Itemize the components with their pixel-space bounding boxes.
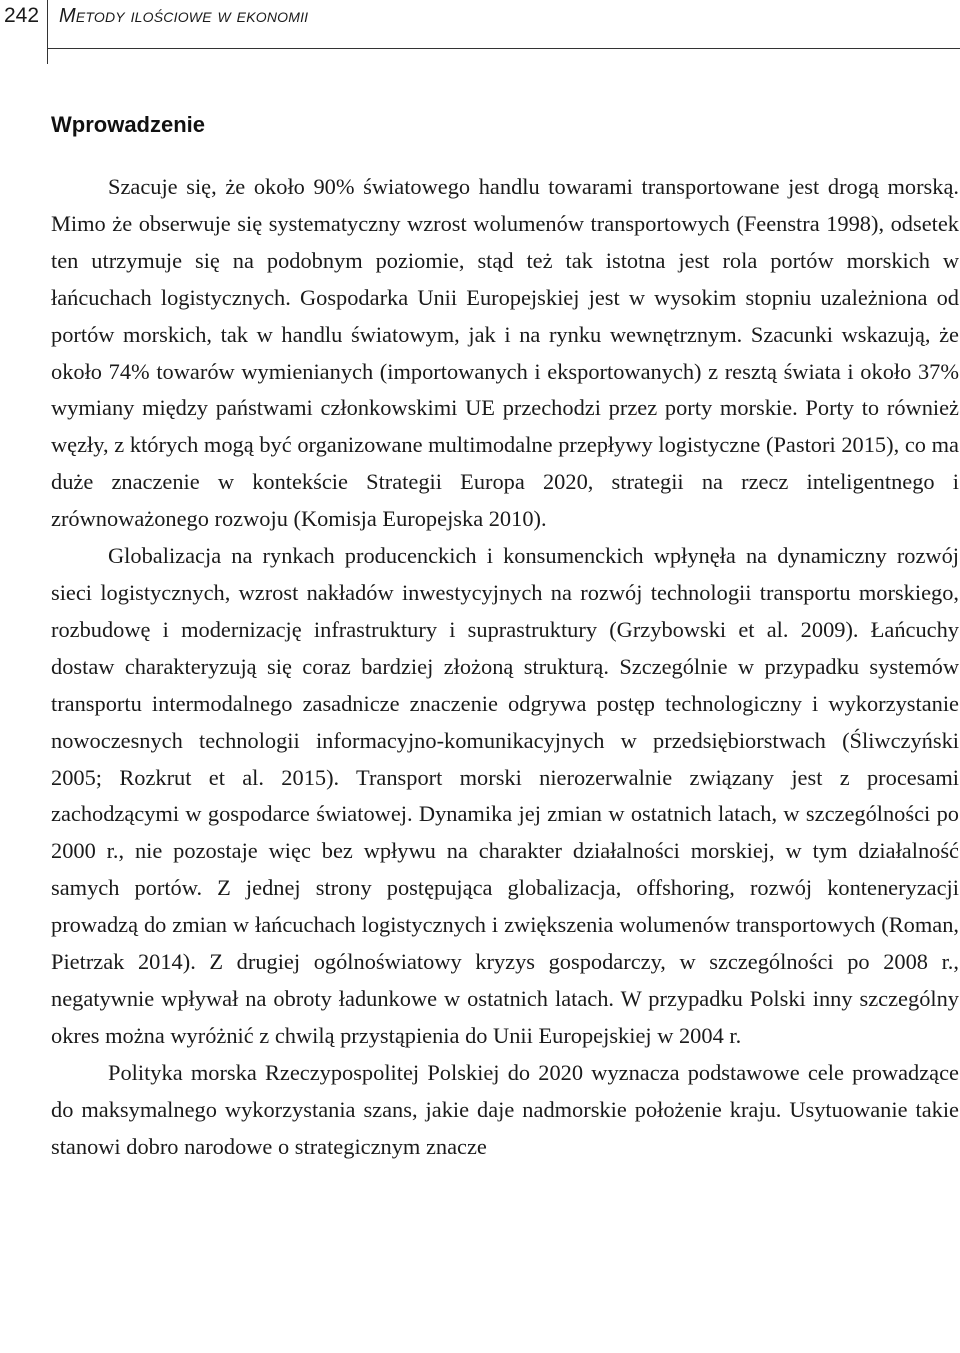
- paragraph-2: Globalizacja na rynkach producenckich i konsumenckich wpłynęła na dynamiczny rozwój sieci logistycznych, wzrost nakładów inwestycyjnych na rozwój technologii transportu morskiego, rozbudowę i modernizację infrastruktury i suprastruktury (Grzybowski et al. 2009). Łańcuchy dostaw charakteryzują się coraz bardziej złożoną strukturą. Szczególnie w przypadku systemów transportu intermodalnego zasadnicze znaczenie odgrywa postęp technologiczny i wykorzystanie nowoczesnych technologii informacyjno-komunikacyjnych w przedsiębiorstwach (Śliwczyński 2005; Rozkrut et al. 2015). Transport morski nierozerwalnie związany jest z procesami zachodzącymi w gospodarce światowej. Dynamika jej zmian w ostatnich latach, w szczególności po 2000 r., nie pozostaje więc bez wpływu na charakter działalności morskiej, w tym działalność samych portów. Z jednej strony postępująca globalizacja, offshoring, rozwój konteneryzacji prowadzą do zmian w łańcuchach logistycznych i zwiększenia wolumenów transportowych (Roman, Pietrzak 2014). Z drugiej ogólnoświatowy kryzys gospodarczy, w szczególności po 2008 r., negatywnie wpływał na obroty ładunkowe w ostatnich latach. W przypadku Polski inny szczególny okres można wyróżnić z chwilą przystąpienia do Unii Europejskiej w 2004 r.: [51, 543, 959, 1048]
- header-horizontal-rule: [47, 48, 960, 49]
- page-header: [0, 0, 960, 64]
- paragraph-1: Szacuje się, że około 90% światowego handlu towarami transportowane jest drogą morską. Mimo że obserwuje się systematyczny wzrost wolumenów transportowych (Feenstra 1998), odsetek ten utrzymuje się na podobnym poziomie, stąd też tak istotna jest rola portów morskich w łańcuchach logistycznych. Gospodarka Unii Europejskiej jest w wysokim stopniu uzależniona od portów morskich, tak w handlu światowym, jak i na rynku wewnętrznym. Szacunki wskazują, że około 74% towarów wymienianych (importowanych i eksportowanych) z resztą świata i około 37% wymiany między państwami członkowskimi UE przechodzi przez porty morskie. Porty to również węzły, z których mogą być organizowane multimodalne przepływy logistyczne (Pastori 2015), co ma duże znaczenie w kontekście Strategii Europa 2020, strategii na rzecz inteligentnego i zrównoważonego rozwoju (Komisja Europejska 2010).: [51, 174, 959, 532]
- body-text: [51, 169, 959, 1165]
- paragraph-3: Polityka morska Rzeczypospolitej Polskiej do 2020 wyznacza podstawowe cele prowadzące do maksymalnego wykorzystania szans, jakie daje nadmorskie położenie kraju. Usytuowanie takie stanowi dobro narodowe o strategicznym znacze: [51, 1059, 959, 1159]
- section-title: Wprowadzenie: [51, 112, 206, 137]
- running-title: Metody ilościowe w ekonomii: [59, 5, 309, 27]
- header-vertical-rule: [47, 0, 48, 64]
- page-number: 242: [4, 4, 40, 27]
